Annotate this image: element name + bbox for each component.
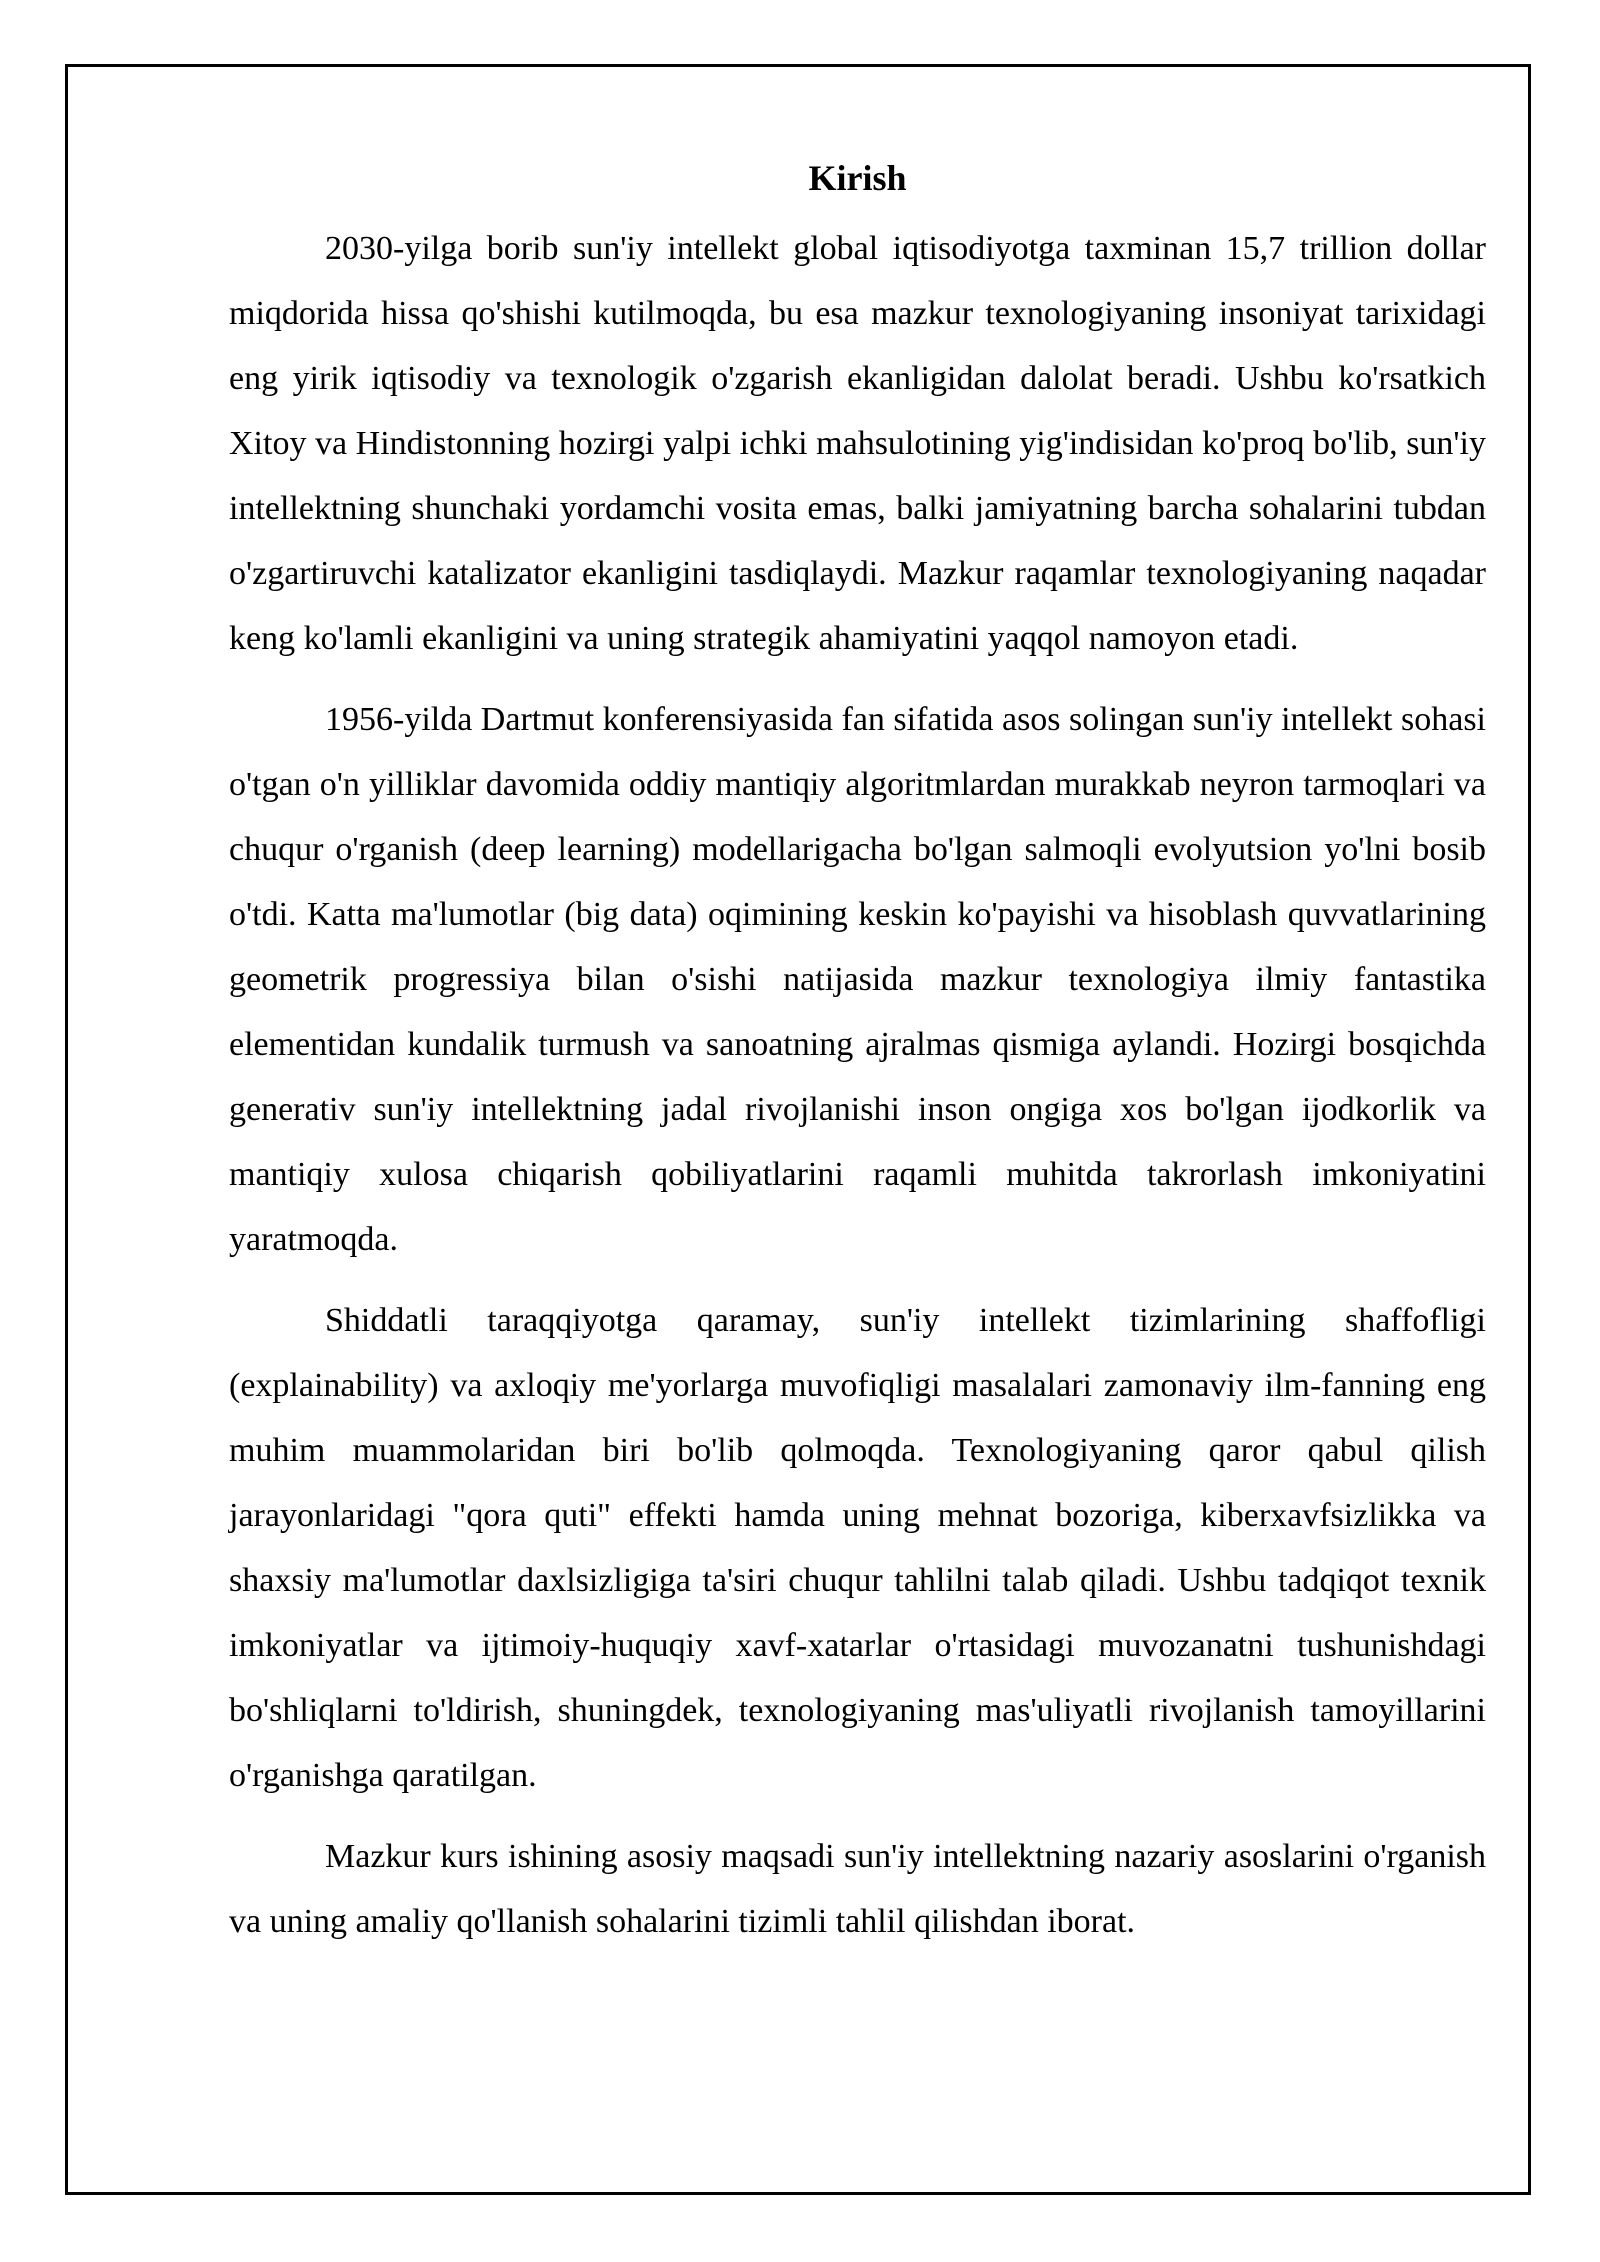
paragraph-1: 2030-yilga borib sun'iy intellekt global iqtisodiyotga taxminan 15,7 trillion dollar miqdorida hissa qo'shishi kutilmoqda, bu esa mazkur texnologiyaning insoniyat tarixidagi eng yirik iqtisodiy va texnologik o'zgarish ekanligidan dalolat beradi. Ushbu ko'rsatkich Xitoy va Hindistonning hozirgi yalpi ichki mahsulotining yig'indisidan ko'proq bo'lib, sun'iy intellektning shunchaki yordamchi vosita emas, balki jamiyatning barcha sohalarini tubdan o'zgartiruvchi katalizator ekanligini tasdiqlaydi. Mazkur raqamlar texnologiyaning naqadar keng ko'lamli ekanligini va uning strategik ahamiyatini yaqqol namoyon etadi. (229, 230, 1486, 657)
paragraph-3: Shiddatli taraqqiyotga qaramay, sun'iy intellekt tizimlarining shaffofligi (explainability) va axloqiy me'yorlarga muvofiqligi masalalari zamonaviy ilm-fanning eng muhim muammolaridan biri bo'lib qolmoqda. Texnologiyaning qaror qabul qilish jarayonlaridagi "qora quti" effekti hamda uning mehnat bozoriga, kiberxavfsizlikka va shaxsiy ma'lumotlar daxlsizligiga ta'siri chuqur tahlilni talab qiladi. Ushbu tadqiqot texnik imkoniyatlar va ijtimoiy-huquqiy xavf-xatarlar o'rtasidagi muvozanatni tushunishdagi bo'shliqlarni to'ldirish, shuningdek, texnologiyaning mas'uliyatli rivojlanish tamoyillarini o'rganishga qaratilgan. (229, 1302, 1486, 1794)
paragraph-2: 1956-yilda Dartmut konferensiyasida fan sifatida asos solingan sun'iy intellekt sohasi o'tgan o'n yilliklar davomida oddiy mantiqiy algoritmlardan murakkab neyron tarmoqlari va chuqur o'rganish (deep learning) modellarigacha bo'lgan salmoqli evolyutsion yo'lni bosib o'tdi. Katta ma'lumotlar (big data) oqimining keskin ko'payishi va hisoblash quvvatlarining geometrik progressiya bilan o'sishi natijasida mazkur texnologiya ilmiy fantastika elementidan kundalik turmush va sanoatning ajralmas qismiga aylandi. Hozirgi bosqichda generativ sun'iy intellektning jadal rivojlanishi inson ongiga xos bo'lgan ijodkorlik va mantiqiy xulosa chiqarish qobiliyatlarini raqamli muhitda takrorlash imkoniyatini yaratmoqda. (229, 701, 1486, 1258)
paragraph-4: Mazkur kurs ishining asosiy maqsadi sun'iy intellektning nazariy asoslarini o'rganish va uning amaliy qo'llanish sohalarini tizimli tahlil qilishdan iborat. (229, 1838, 1486, 1940)
document-body (229, 148, 1486, 1970)
document-title: Kirish (808, 158, 907, 198)
